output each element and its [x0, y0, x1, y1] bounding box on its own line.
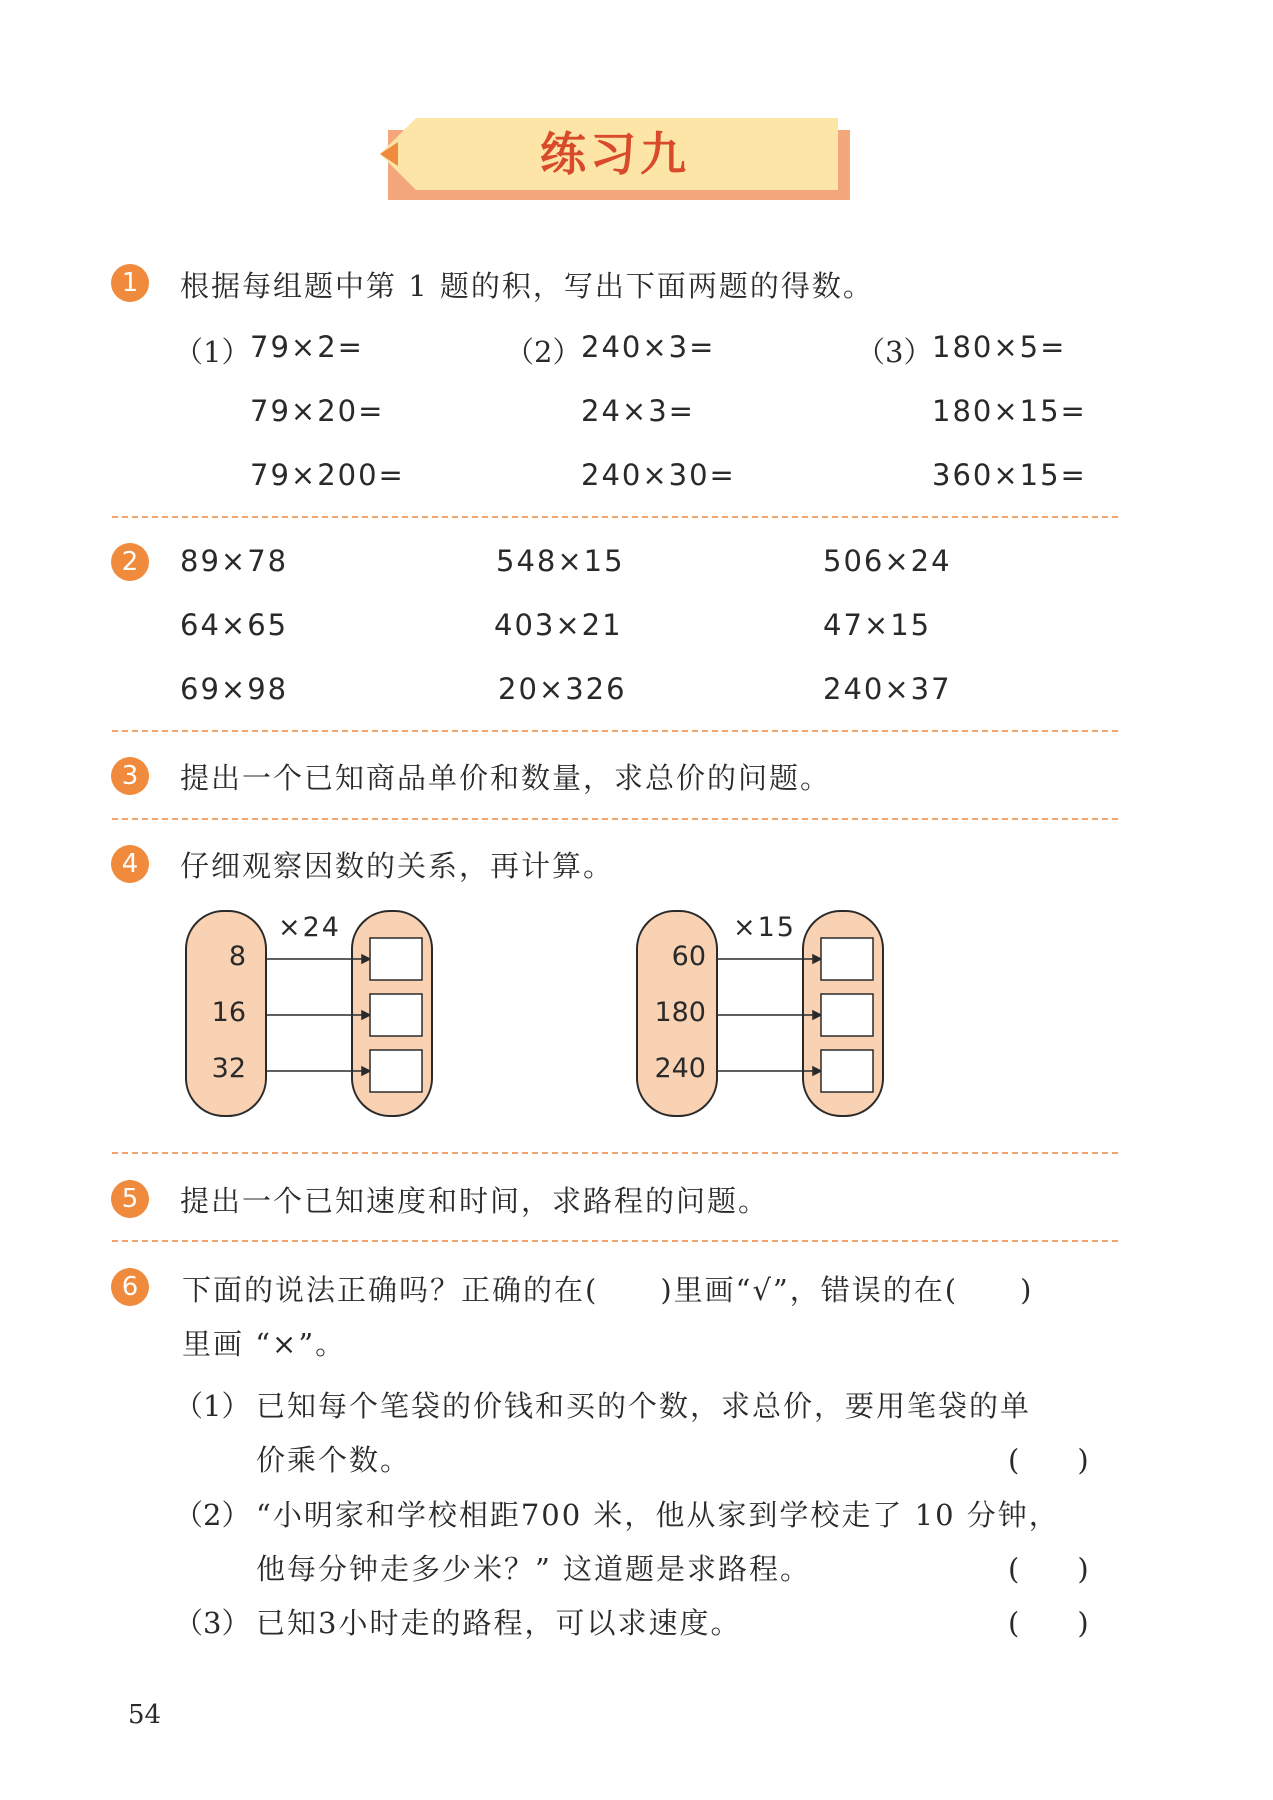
q6-item-2-label: （2）	[174, 1498, 251, 1532]
q1-group-3-label: （3）	[856, 335, 933, 369]
diagram-1-value: 8	[228, 941, 246, 972]
q6-item-1-label: （1）	[174, 1389, 251, 1423]
q6-item-2-line1: “小明家和学校相距700 米，他从家到学校走了 10 分钟，	[256, 1498, 1060, 1532]
question-1-text: 根据每组题中第 1 题的积，写出下面两题的得数。	[180, 269, 874, 303]
q1-group-2-item-2: 24×3=	[581, 394, 695, 428]
q6-item-3-answer-blank[interactable]: ( )	[1008, 1606, 1089, 1640]
answer-box[interactable]	[821, 938, 873, 980]
q6-item-2-answer-blank[interactable]: ( )	[1008, 1552, 1089, 1586]
q2-item: 240×37	[823, 672, 952, 706]
divider	[112, 1152, 1118, 1154]
q1-group-1-label: （1）	[174, 335, 251, 369]
diagram-1-value: 16	[211, 997, 246, 1028]
q2-item: 20×326	[498, 672, 627, 706]
q6-item-1-line2: 价乘个数。	[256, 1443, 412, 1477]
q1-group-1-item-3: 79×200=	[250, 458, 405, 492]
question-number-2: 2	[111, 543, 149, 581]
question-number-1: 1	[111, 264, 149, 302]
question-6-intro-line2: 里画 “×”。	[182, 1327, 347, 1361]
diagram-2-value: 180	[654, 997, 706, 1028]
answer-box[interactable]	[370, 994, 422, 1036]
question-number-3: 3	[111, 757, 149, 795]
q2-item: 89×78	[180, 544, 289, 578]
question-number-4: 4	[111, 845, 149, 883]
answer-box[interactable]	[821, 1050, 873, 1092]
q1-group-2-item-1: 240×3=	[581, 330, 716, 364]
divider	[112, 818, 1118, 820]
q6-item-1-answer-blank[interactable]: ( )	[1008, 1443, 1089, 1477]
q2-item: 403×21	[494, 608, 623, 642]
q1-group-1-item-1: 79×2=	[250, 330, 364, 364]
q1-group-3-item-2: 180×15=	[932, 394, 1087, 428]
q1-group-2-label: （2）	[505, 335, 582, 369]
diagram-2-value: 60	[671, 941, 706, 972]
answer-box[interactable]	[821, 994, 873, 1036]
question-number-6: 6	[111, 1268, 149, 1306]
question-6-intro-line1: 下面的说法正确吗？正确的在( )里画“√”，错误的在( )	[182, 1273, 1034, 1307]
q6-item-3-line1: 已知3小时走的路程，可以求速度。	[256, 1606, 742, 1640]
question-5-text: 提出一个已知速度和时间，求路程的问题。	[180, 1184, 770, 1218]
q1-group-2-item-3: 240×30=	[581, 458, 736, 492]
diagram-1-value: 32	[211, 1053, 246, 1084]
diagram-2-operator: ×15	[733, 912, 796, 943]
q2-item: 47×15	[823, 608, 932, 642]
q6-item-2-line2: 他每分钟走多少米？” 这道题是求路程。	[256, 1552, 812, 1586]
q2-item: 548×15	[496, 544, 625, 578]
answer-box[interactable]	[370, 1050, 422, 1092]
q6-item-3-label: （3）	[174, 1606, 251, 1640]
answer-box[interactable]	[370, 938, 422, 980]
q2-item: 69×98	[180, 672, 289, 706]
q1-group-3-item-1: 180×5=	[932, 330, 1067, 364]
q1-group-3-item-3: 360×15=	[932, 458, 1087, 492]
q2-item: 506×24	[823, 544, 952, 578]
page-number: 54	[128, 1700, 162, 1730]
diagram-1-operator: ×24	[278, 912, 341, 943]
q2-item: 64×65	[180, 608, 289, 642]
q6-item-1-line1: 已知每个笔袋的价钱和买的个数，求总价，要用笔袋的单	[256, 1389, 1032, 1423]
question-4-text: 仔细观察因数的关系，再计算。	[180, 849, 615, 883]
diagram-2-value: 240	[654, 1053, 706, 1084]
divider	[112, 730, 1118, 732]
divider	[112, 1240, 1118, 1242]
divider	[112, 516, 1118, 518]
page-title: 练习九	[540, 127, 690, 181]
question-number-5: 5	[111, 1180, 149, 1218]
question-3-text: 提出一个已知商品单价和数量，求总价的问题。	[180, 761, 832, 795]
q1-group-1-item-2: 79×20=	[250, 394, 385, 428]
